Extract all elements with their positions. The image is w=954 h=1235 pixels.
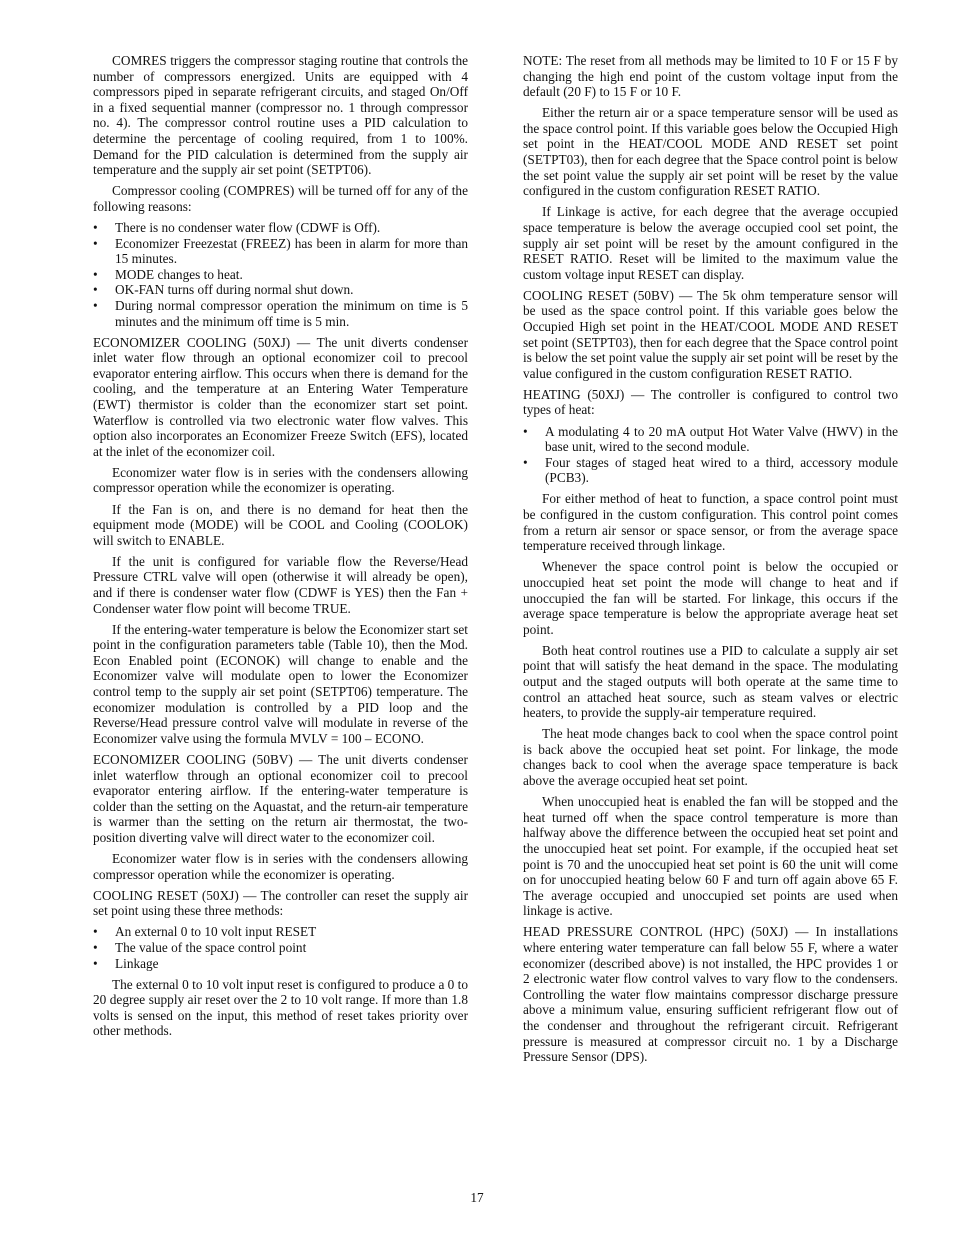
list-item — [93, 236, 468, 267]
list-item — [93, 940, 468, 956]
body-paragraph: Economizer water flow is in series with the condensers allowing compressor operation while the economizer is operating. — [93, 464, 468, 496]
list-item — [523, 455, 898, 486]
body-paragraph: If the unit is configured for variable flow the Reverse/Head Pressure CTRL valve will open (otherwise it will already be open), and if there is condenser water flow (CDWF is YES) then the Fan + Condenser water flow point will become TRUE. — [93, 553, 468, 616]
bullet-icon: • — [93, 297, 98, 313]
body-paragraph: Economizer water flow is in series with the condensers allowing compressor operation while the economizer is operating. — [93, 851, 468, 882]
list-item-text: OK-FAN turns off during normal shut down. — [115, 282, 354, 298]
list-item-text: Economizer Freezestat (FREEZ) has been in alarm for more than 15 minutes. — [115, 235, 468, 267]
body-paragraph: The external 0 to 10 volt input reset is configured to produce a 0 to 20 degree supply air reset over the 2 to 10 volt range. If more than 1.8 volts is sensed on the input, this method of reset takes priority over other methods. — [93, 976, 468, 1039]
bullet-icon: • — [523, 423, 528, 439]
list-item — [93, 282, 468, 298]
section-paragraph: COOLING RESET (50BV) — The 5k ohm temperature sensor will be used as the space control point. If this variable goes below the Occupied High set point in the HEAT/COOL MODE AND RESET set point (SETPT03), then for each degree that the Space control point is below the set point value the supply air set point will be reset by the value configured in the custom configuration RESET RATIO. — [523, 287, 898, 381]
bullet-icon: • — [93, 282, 98, 298]
bullet-icon: • — [93, 955, 98, 971]
page-number: 17 — [470, 1190, 484, 1205]
bullet-icon: • — [93, 266, 98, 282]
list-item-text: The value of the space control point — [115, 939, 307, 955]
bullet-icon: • — [93, 939, 98, 955]
section-paragraph: COOLING RESET (50XJ) — The controller can reset the supply air set point using these three methods: — [93, 887, 468, 919]
list-item — [93, 924, 468, 940]
list-item — [93, 956, 468, 972]
list-item-text: Linkage — [115, 955, 159, 971]
bullet-list — [93, 220, 468, 329]
body-paragraph: When unoccupied heat is enabled the fan will be stopped and the heat turned off when the space control temperature is more than halfway above the difference between the occupied heat set point and the unoccupied heat set point. For example, if the occupied heat set point is 70 and the unoccupied heat set point is 60 the unit will come on for unoccupied heating below 60 F and turn off again above 65 F. The average occupied and unoccupied set points are used when linkage is active. — [523, 794, 898, 919]
list-item-text: Four stages of staged heat wired to a third, accessory module (PCB3). — [545, 454, 898, 486]
section-paragraph: NOTE: The reset from all methods may be limited to 10 F or 15 F by changing the high end point of the custom voltage input from the default (20 F) to 15 F or 10 F. — [523, 53, 898, 100]
section-paragraph: ECONOMIZER COOLING (50XJ) — The unit diverts condenser inlet water flow through an optional economizer coil to precool evaporator entering airflow. This occurs when there is demand for the cooling, and the temperature at an Entering Water Temperature (EWT) thermistor is colder than the economizer start set point. Waterflow is controlled via two electronic water flow valves. This option also incorporates an Economizer Freeze Switch (EFS), located at the inlet of the economizer coil. — [93, 334, 468, 459]
list-item-text: An external 0 to 10 volt input RESET — [115, 924, 317, 940]
section-paragraph: HEATING (50XJ) — The controller is configured to control two types of heat: — [523, 386, 898, 418]
list-item — [523, 424, 898, 455]
section-paragraph: HEAD PRESSURE CONTROL (HPC) (50XJ) — In installations where entering water temperature can fall below 55 F, where a water economizer (described above) is not installed, the HPC provides 1 or 2 electronic water flow control valves to vary flow to the condensers. Controlling the water flow maintains compressor discharge pressure above a minimum value, ensuring sufficient refrigerant flow out of the condenser and throughout the refrigerant circuit. Refrigerant pressure is measured at compressor circuit no. 1 by a Discharge Pressure Sensor (DPS). — [523, 924, 898, 1065]
list-item-text: MODE changes to heat. — [115, 266, 243, 282]
list-item-text: During normal compressor operation the minimum on time is 5 minutes and the minimum off time is 5 min. — [115, 297, 468, 329]
left-text-column — [93, 53, 468, 1045]
bullet-icon: • — [523, 454, 528, 470]
body-paragraph: If the entering-water temperature is below the Economizer start set point in the configuration parameters table (Table 10), then the Mod. Econ Enabled point (ECONOK) will change to enable and the Economizer valve will modulate open to lower the Economizer control temp to the supply air set point (SETPT06) temperature. The economizer modulation is controlled by a PID loop and the Reverse/Head pressure control valve will modulate in reverse of the Economizer valve using the formula MVLV = 100 – ECONO. — [93, 621, 468, 746]
body-paragraph: If Linkage is active, for each degree that the average occupied space temperature is below the average occupied cool set point, the supply air set point will be reset by the amount configured in the RESET RATIO. Reset will be limited to the maximum value the custom voltage input RESET can display. — [523, 204, 898, 282]
body-paragraph: COMRES triggers the compressor staging routine that controls the number of compressors energized. Units are equipped with 4 compressors piped in separate refrigerant circuits, and staged On/Off in a fixed sequential manner (compressor no. 1 through compressor no. 4). The compressor control routine uses a PID calculation to determine the percentage of cooling required, from 1 to 100%. Demand for the PID calculation is determined from the supply air temperature and the supply air set point (SETPT06). — [93, 53, 468, 178]
bullet-list — [93, 924, 468, 971]
list-item-text: A modulating 4 to 20 mA output Hot Water Valve (HWV) in the base unit, wired to the second module. — [545, 423, 898, 455]
body-paragraph: For either method of heat to function, a space control point must be configured in the custom configuration. This control point comes from a return air sensor or space sensor, or from the average space temperature received through linkage. — [523, 491, 898, 554]
bullet-icon: • — [93, 235, 98, 251]
bullet-icon: • — [93, 924, 98, 940]
section-paragraph: ECONOMIZER COOLING (50BV) — The unit diverts condenser inlet waterflow through an optional economizer coil to precool evaporator entering airflow. If the entering-water temperature is colder than the setting on the Aquastat, and the return-air temperature is warmer than the setting on the return air thermostat, the two-position diverting valve will direct water to the economizer coil. — [93, 751, 468, 845]
list-item — [93, 220, 468, 236]
bullet-icon: • — [93, 219, 98, 235]
list-item-text: There is no condenser water flow (CDWF is Off). — [115, 219, 381, 235]
body-paragraph: Whenever the space control point is below the occupied or unoccupied heat set point the mode will change to heat and if unoccupied the fan will be started. For linkage, this occurs if the average space temperature is below the appropriate average heat set point. — [523, 559, 898, 637]
list-item — [93, 298, 468, 329]
body-paragraph: The heat mode changes back to cool when the space control point is back above the occupied heat set point. For linkage, the mode changes back to cool when the average space temperature is back above the average occupied heat set point. — [523, 726, 898, 789]
body-paragraph: Compressor cooling (COMPRES) will be turned off for any of the following reasons: — [93, 183, 468, 214]
list-item — [93, 267, 468, 283]
body-paragraph: Either the return air or a space temperature sensor will be used as the space control point. If this variable goes below the Occupied High set point in the HEAT/COOL MODE AND RESET set point (SETPT03), then for each degree that the Space control point is below the set point value the supply air set point will be reset by the value configured in the custom configuration RESET RATIO. — [523, 105, 898, 199]
body-paragraph: Both heat control routines use a PID to calculate a supply air set point that will satisfy the heat demand in the space. The modulating output and the staged outputs will both operate at the same time to control an attached heat source, such as steam valves or electric heaters, to provide the supply-air temperature required. — [523, 642, 898, 721]
bullet-list — [523, 424, 898, 486]
body-paragraph: If the Fan is on, and there is no demand for heat then the equipment mode (MODE) will be COOL and Cooling (COOLOK) will switch to ENABLE. — [93, 501, 468, 548]
right-text-column — [523, 53, 898, 1070]
